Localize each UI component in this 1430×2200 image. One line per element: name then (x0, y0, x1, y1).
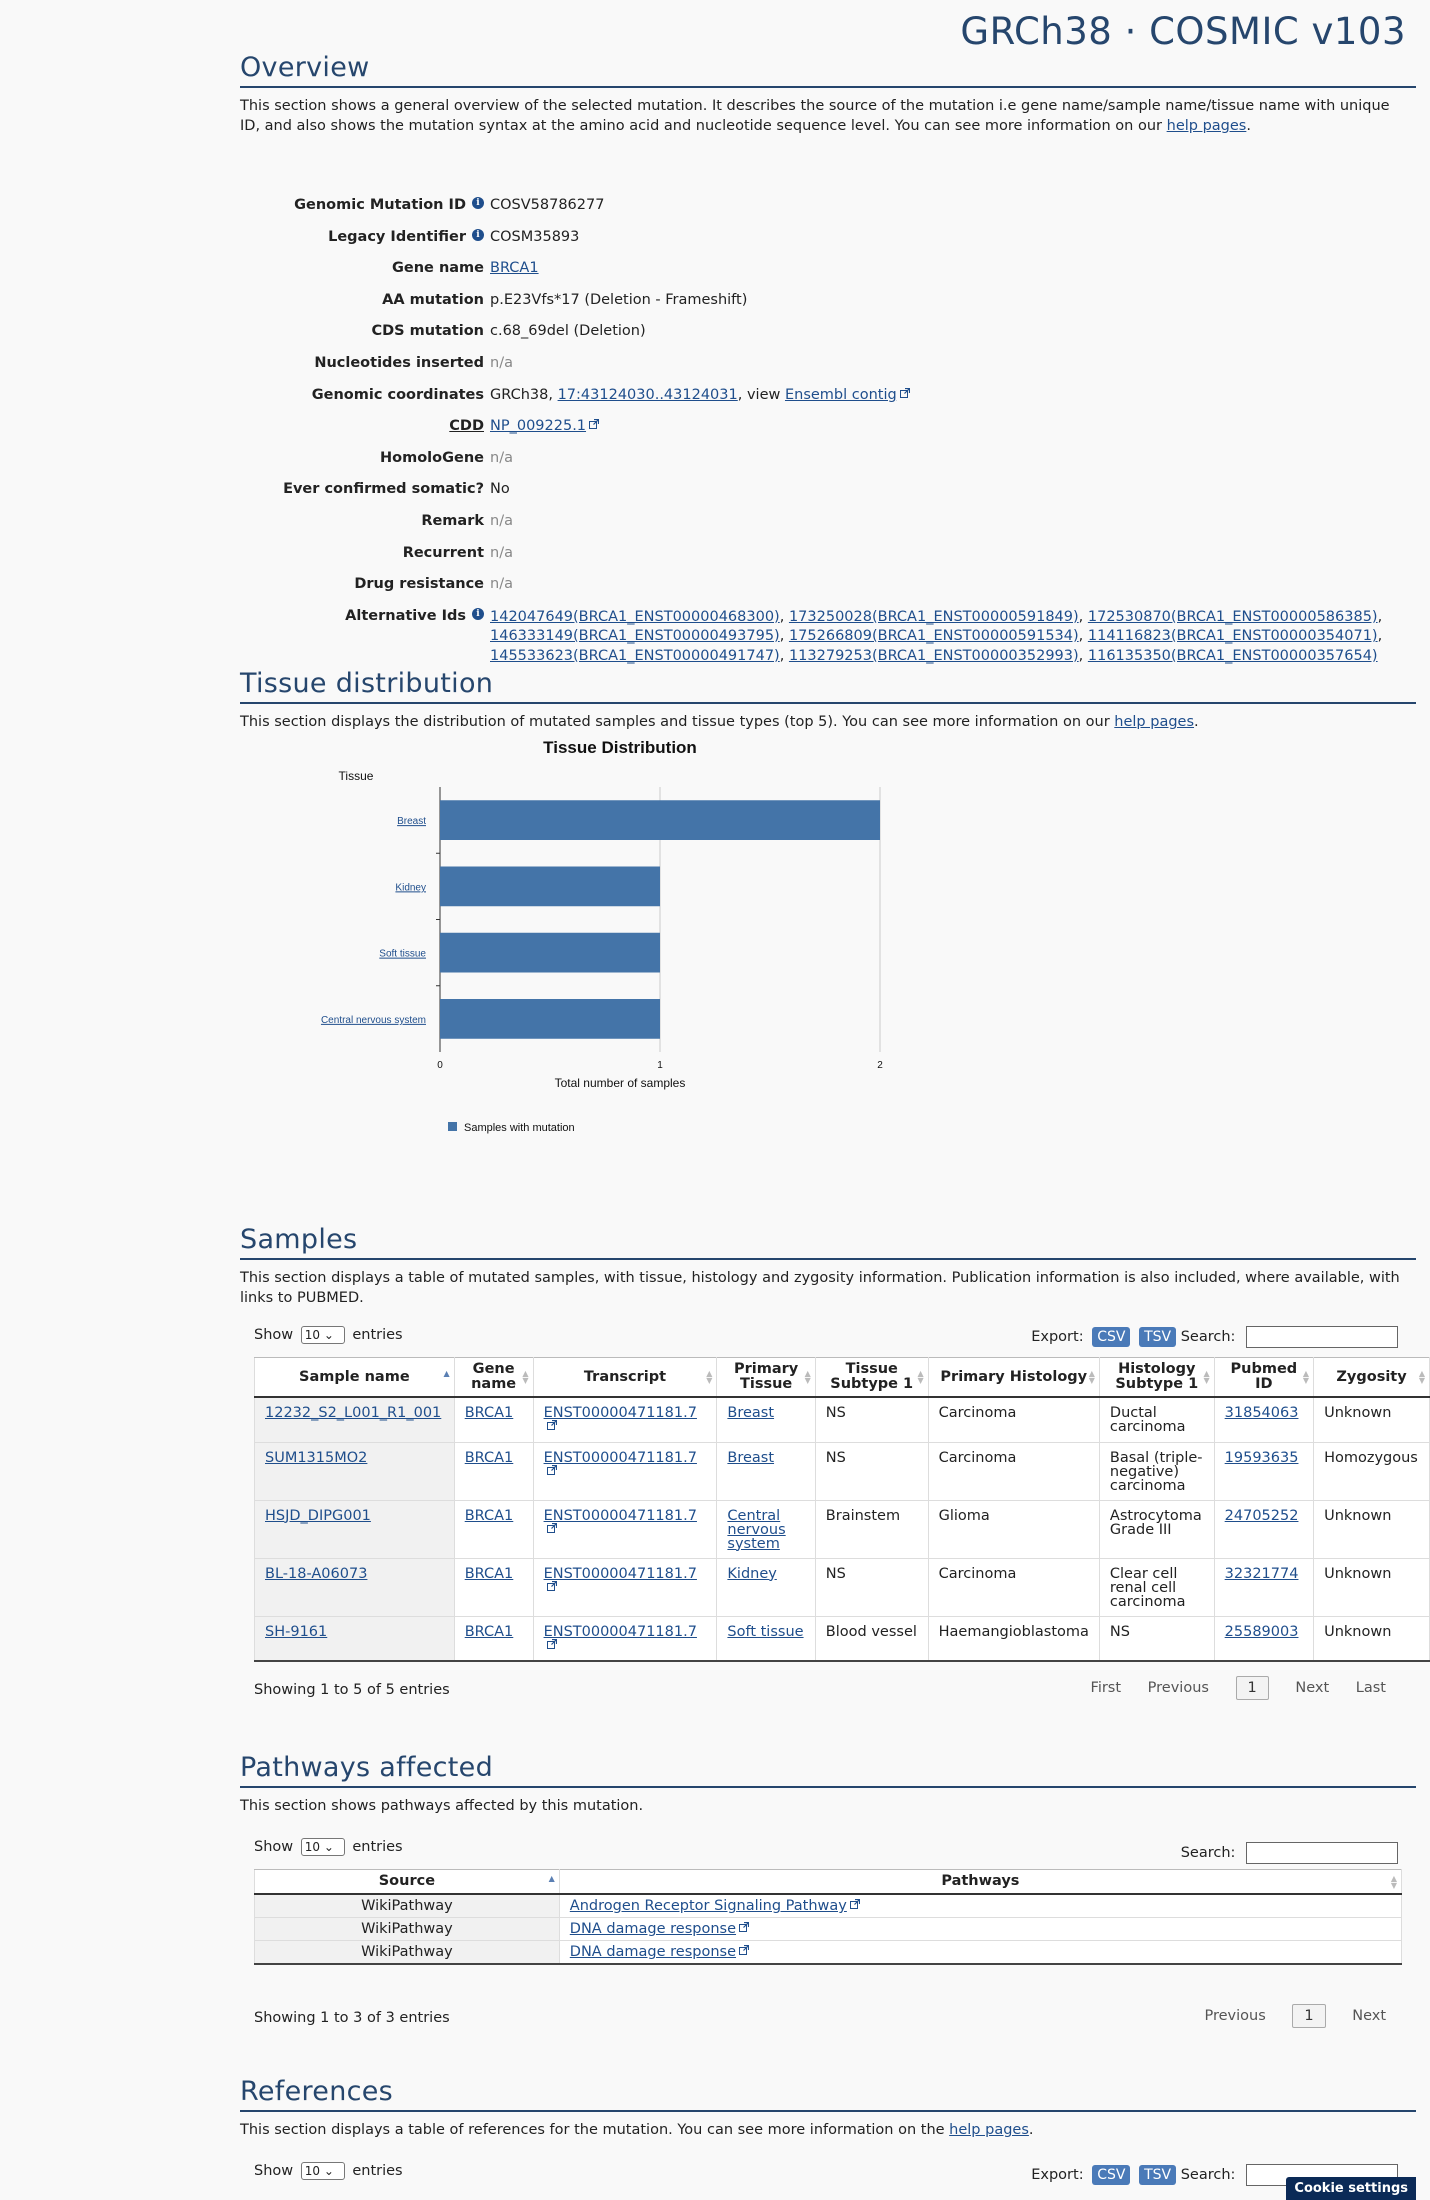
cell-primary-tissue (717, 1397, 815, 1442)
primary-tissue-link[interactable]: Breast (727, 1449, 775, 1466)
genomic-coordinates-link[interactable]: 17:43124030..43124031 (557, 386, 738, 403)
cell-pathway (559, 1918, 1401, 1941)
overview-row (240, 292, 1416, 314)
cell-histology-subtype: Clear cell renal cell carcinoma (1099, 1558, 1214, 1616)
field-value (490, 260, 539, 276)
field-value: n/a (490, 449, 513, 466)
x-tick-label: 2 (877, 1060, 883, 1071)
cell-tissue-subtype: Blood vessel (815, 1616, 928, 1661)
cell-primary-histology: Carcinoma (928, 1397, 1099, 1442)
field-label: Remark (421, 513, 484, 529)
samples-table (254, 1357, 1430, 1662)
cell-pubmed-id (1214, 1442, 1313, 1500)
category-label[interactable]: Central nervous system (320, 1014, 426, 1026)
cell-gene-name (454, 1442, 533, 1500)
transcript-link[interactable]: ENST00000471181.7 (543, 1623, 697, 1640)
references-heading: References (240, 2076, 1416, 2112)
alternative-id-link[interactable]: 116135350(BRCA1_ENST00000357654) (1087, 647, 1378, 664)
cdd-link[interactable]: NP_009225.1 (490, 418, 587, 435)
cell-zygosity: Homozygous (1314, 1442, 1430, 1500)
sample-name-link[interactable]: HSJD_DIPG001 (265, 1507, 371, 1524)
pager-next[interactable]: Next (1352, 2008, 1386, 2024)
field-value: No (490, 481, 510, 498)
overview-row (240, 323, 1416, 345)
cell-zygosity: Unknown (1314, 1558, 1430, 1616)
alternative-id-link[interactable]: 146333149(BRCA1_ENST00000493795) (490, 628, 780, 645)
pathways-intro: This section shows pathways affected by this mutation. (240, 1798, 644, 1814)
overview-row (240, 418, 1416, 440)
cell-transcript (533, 1397, 717, 1442)
column-header-source[interactable]: Source ▲ (255, 1870, 560, 1895)
field-value (490, 418, 599, 434)
overview-row (240, 481, 1416, 503)
field-label: Recurrent (402, 544, 484, 561)
field-value: n/a (490, 544, 513, 561)
gene-name-link[interactable]: BRCA1 (490, 260, 539, 277)
cell-tissue-subtype: Brainstem (815, 1500, 928, 1558)
cell-transcript (533, 1558, 717, 1616)
pathways-pagination (1182, 2004, 1386, 2028)
samples-length-control: Show 10 ⌄ entries (254, 1327, 403, 1343)
pubmed-id-link[interactable]: 32321774 (1224, 1565, 1299, 1582)
gene-name-link[interactable]: BRCA1 (464, 1623, 514, 1640)
alternative-id-link[interactable]: 145533623(BRCA1_ENST00000491747) (490, 647, 780, 664)
references-section (240, 2076, 1416, 2200)
cell-gene-name (454, 1397, 533, 1442)
field-label: Gene name (392, 260, 484, 277)
samples-search-input[interactable] (1246, 1326, 1398, 1348)
tissue-distribution-section (240, 668, 1416, 1208)
overview-section (240, 52, 1416, 664)
pathways-length-control: Show 10 ⌄ entries (254, 1839, 403, 1855)
cell-sample-name (255, 1616, 455, 1661)
pathways-search-input[interactable] (1246, 1842, 1398, 1864)
info-icon[interactable]: i (472, 229, 484, 241)
column-header-histology-subtype[interactable]: Histology Subtype 1 ▲ ▼ (1099, 1358, 1214, 1398)
bar (440, 933, 660, 973)
alternative-id-link[interactable]: 114116823(BRCA1_ENST00000354071) (1087, 628, 1378, 645)
field-label: Nucleotides inserted (314, 355, 484, 371)
y-axis-label: Tissue (338, 769, 374, 783)
column-header-tissue-subtype[interactable]: Tissue Subtype 1 ▲ ▼ (815, 1358, 928, 1398)
tissue-distribution-chart (240, 735, 940, 1195)
info-icon[interactable]: i (472, 197, 484, 209)
overview-row (240, 607, 1416, 664)
cookie-settings-button[interactable]: Cookie settings (1286, 2177, 1416, 2200)
cell-pubmed-id (1214, 1558, 1313, 1616)
column-header-transcript[interactable]: Transcript ▲ ▼ (533, 1358, 717, 1398)
legend-label: Samples with mutation (464, 1122, 575, 1134)
category-label[interactable]: Breast (397, 816, 426, 828)
field-value: n/a (490, 576, 513, 593)
cell-pubmed-id (1214, 1500, 1313, 1558)
field-value: COSM35893 (490, 228, 580, 245)
sort-icon: ▲ ▼ (1302, 1369, 1310, 1385)
sample-name-link[interactable]: 12232_S2_L001_R1_001 (265, 1405, 442, 1421)
gene-name-link[interactable]: BRCA1 (464, 1507, 514, 1524)
field-label: Genomic coordinates (311, 386, 484, 403)
cell-tissue-subtype: NS (815, 1558, 928, 1616)
x-tick-label: 0 (437, 1060, 443, 1071)
gene-name-link[interactable]: BRCA1 (464, 1405, 514, 1421)
table-row (255, 1558, 1430, 1616)
alternative-ids: 142047649(BRCA1_ENST00000468300), 173250028(BRCA1_ENST00000591849), 172530870(BRCA1_ENST00000586385), 146333149(BRCA1_ENST00000493795), 175266809(BRCA1_ENST00000591534), 114116823(BRCA1_ENST00000354071), 145533623(BRCA1_ENST00000491747), 113279253(BRCA1_ENST00000352993), 116135350(BRCA1_ENST00000357654) (490, 608, 1383, 664)
overview-row (240, 450, 1416, 472)
table-row (255, 1397, 1430, 1442)
pubmed-id-link[interactable]: 24705252 (1224, 1507, 1299, 1524)
column-header-primary-tissue[interactable]: Primary Tissue ▲ ▼ (717, 1358, 815, 1398)
gene-name-link[interactable]: BRCA1 (464, 1449, 514, 1466)
cell-gene-name (454, 1500, 533, 1558)
primary-tissue-link[interactable]: Central nervous system (727, 1507, 786, 1552)
pathway-link[interactable]: DNA damage response (569, 1944, 737, 1960)
pager-previous[interactable]: Previous (1147, 1680, 1209, 1696)
pager-previous[interactable]: Previous (1204, 2008, 1266, 2024)
export-tsv-button[interactable]: TSV (1139, 1327, 1176, 1347)
cell-histology-subtype: Ductal carcinoma (1099, 1397, 1214, 1442)
cell-primary-tissue (717, 1442, 815, 1500)
overview-row (240, 355, 1416, 377)
overview-row (240, 260, 1416, 282)
cell-histology-subtype: Basal (triple-negative) carcinoma (1099, 1442, 1214, 1500)
x-axis-label: Total number of samples (554, 1076, 686, 1090)
cell-gene-name (454, 1616, 533, 1661)
chart-title: Tissue Distribution (543, 738, 697, 757)
external-link-icon (547, 1639, 557, 1649)
field-label: Ever confirmed somatic? (283, 481, 484, 498)
alternative-id-link[interactable]: 113279253(BRCA1_ENST00000352993) (788, 647, 1079, 664)
table-row (255, 1500, 1430, 1558)
sort-icon: ▲ ▼ (706, 1369, 713, 1385)
sort-icon: ▲ ▼ (1203, 1369, 1210, 1385)
field-label: Alternative Ids i (345, 608, 484, 624)
pathways-table (254, 1869, 1402, 1965)
cell-pubmed-id (1214, 1616, 1313, 1661)
sort-icon: ▲ ▼ (1418, 1369, 1425, 1385)
field-label: HomoloGene (380, 449, 484, 466)
samples-section (240, 1224, 1425, 1698)
primary-tissue-link[interactable]: Soft tissue (727, 1623, 804, 1640)
field-value: p.E23Vfs*17 (Deletion - Frameshift) (490, 291, 748, 308)
cell-primary-histology: Haemangioblastoma (928, 1616, 1099, 1661)
export-csv-button[interactable]: CSV (1092, 1327, 1130, 1347)
cell-primary-tissue (717, 1558, 815, 1616)
cell-zygosity: Unknown (1314, 1616, 1430, 1661)
tissue-intro: This section displays the distribution of mutated samples and tissue types (top 5). You can see more information on our help pages. (240, 714, 1199, 730)
external-link-icon (589, 419, 599, 429)
overview-row (240, 513, 1416, 535)
cell-tissue-subtype: NS (815, 1442, 928, 1500)
sort-icon: ▲ ▼ (1390, 1873, 1397, 1890)
category-label[interactable]: Soft tissue (379, 948, 426, 960)
external-link-icon (850, 1899, 860, 1909)
references-intro: This section displays a table of references for the mutation. You can see more information on the help pages. (240, 2122, 1034, 2138)
cell-sample-name (255, 1442, 455, 1500)
export-tsv-button[interactable]: TSV (1139, 2165, 1176, 2185)
field-value: n/a (490, 513, 513, 529)
cell-transcript (533, 1442, 717, 1500)
samples-heading: Samples (240, 1224, 1416, 1260)
x-tick-label: 1 (657, 1060, 663, 1071)
field-label: CDD (449, 418, 484, 435)
field-value: GRCh38, 17:43124030..43124031, view Ensembl contig (490, 387, 910, 403)
field-label: AA mutation (382, 291, 484, 308)
sample-name-link[interactable]: SH-9161 (265, 1623, 328, 1640)
external-link-icon (739, 1945, 749, 1955)
info-icon[interactable]: i (472, 608, 484, 620)
category-label[interactable]: Kidney (395, 882, 426, 894)
alternative-id-link[interactable]: 172530870(BRCA1_ENST00000586385) (1087, 608, 1378, 625)
external-link-icon (547, 1523, 557, 1533)
external-link-icon (547, 1581, 557, 1591)
column-header-pathways[interactable]: Pathways ▲ ▼ (559, 1870, 1401, 1895)
cell-gene-name (454, 1558, 533, 1616)
samples-pagination (1069, 1676, 1386, 1700)
cell-primary-histology: Glioma (928, 1500, 1099, 1558)
ensembl-contig-link[interactable]: Ensembl contig (784, 386, 897, 403)
overview-row (240, 545, 1416, 567)
pager-last[interactable]: Last (1355, 1680, 1386, 1696)
export-csv-button[interactable]: CSV (1092, 2165, 1130, 2185)
sort-icon: ▲ ▼ (1088, 1369, 1095, 1385)
table-row (255, 1616, 1430, 1661)
samples-toolbar: Export: CSV TSV Search: (1031, 1326, 1398, 1348)
cell-pubmed-id (1214, 1397, 1313, 1442)
cell-source: WikiPathway (255, 1894, 560, 1918)
field-label: Legacy Identifier i (328, 229, 484, 245)
help-pages-link[interactable]: help pages (949, 2122, 1029, 2138)
bar (440, 999, 660, 1039)
pathways-table-info: Showing 1 to 3 of 3 entries (254, 2010, 450, 2026)
transcript-link[interactable]: ENST00000471181.7 (543, 1565, 697, 1582)
external-link-icon (547, 1465, 557, 1475)
pathways-toolbar: Search: (1181, 1842, 1398, 1864)
pager-first[interactable]: First (1090, 1680, 1122, 1696)
cell-sample-name (255, 1500, 455, 1558)
table-row (255, 1894, 1402, 1918)
transcript-link[interactable]: ENST00000471181.7 (543, 1405, 697, 1421)
pathway-link[interactable]: DNA damage response (569, 1921, 737, 1937)
sample-name-link[interactable]: SUM1315MO2 (265, 1449, 368, 1466)
references-length-control: Show 10 ⌄ entries (254, 2163, 403, 2179)
transcript-link[interactable]: ENST00000471181.7 (543, 1449, 697, 1466)
references-toolbar: Export: CSV TSV Search: (1031, 2164, 1398, 2186)
pathways-entries-select[interactable]: 10 ⌄ (301, 1838, 345, 1856)
samples-intro: This section displays a table of mutated samples, with tissue, histology and zygosity information. Publication information is also included, where available, with links to PUBMED. (240, 1270, 1400, 1306)
tissue-distribution-heading: Tissue distribution (240, 668, 1416, 704)
cell-source: WikiPathway (255, 1918, 560, 1941)
bar (440, 867, 660, 907)
overview-row (240, 576, 1416, 598)
sort-icon: ▲ (548, 1873, 555, 1883)
cell-transcript (533, 1500, 717, 1558)
overview-row (240, 197, 1416, 219)
gene-name-link[interactable]: BRCA1 (464, 1565, 514, 1582)
sort-icon: ▲ ▼ (917, 1369, 924, 1385)
pathway-link[interactable]: Androgen Receptor Signaling Pathway (569, 1898, 847, 1914)
bar (440, 800, 880, 840)
field-value: c.68_69del (Deletion) (490, 323, 646, 340)
table-row (255, 1941, 1402, 1965)
table-row (255, 1442, 1430, 1500)
column-header-gene-name[interactable]: Gene name ▲ ▼ (454, 1358, 533, 1398)
table-row (255, 1918, 1402, 1941)
help-pages-link[interactable]: help pages (1166, 118, 1247, 134)
cell-sample-name (255, 1397, 455, 1442)
column-header-sample-name[interactable]: Sample name ▲ (255, 1358, 455, 1398)
field-label: Drug resistance (354, 576, 484, 593)
field-label: Genomic Mutation ID i (294, 197, 484, 213)
pubmed-id-link[interactable]: 25589003 (1224, 1623, 1299, 1640)
cell-histology-subtype: Astrocytoma Grade III (1099, 1500, 1214, 1558)
field-label: CDS mutation (371, 323, 484, 340)
cell-zygosity: Unknown (1314, 1397, 1430, 1442)
cell-pathway (559, 1941, 1401, 1965)
pager-page-1[interactable]: 1 (1236, 1676, 1269, 1700)
cell-transcript (533, 1616, 717, 1661)
alternative-id-link[interactable]: 173250028(BRCA1_ENST00000591849) (788, 608, 1079, 625)
primary-tissue-link[interactable]: Breast (727, 1405, 775, 1421)
cell-pathway (559, 1894, 1401, 1918)
external-link-icon (547, 1420, 557, 1430)
column-header-zygosity[interactable]: Zygosity ▲ ▼ (1314, 1358, 1430, 1398)
cell-primary-histology: Carcinoma (928, 1442, 1099, 1500)
external-link-icon (900, 388, 910, 398)
alternative-id-link[interactable]: 175266809(BRCA1_ENST00000591534) (788, 628, 1079, 645)
genome-build-title: GRCh38 · COSMIC v103 (960, 10, 1406, 53)
pager-next[interactable]: Next (1295, 1680, 1330, 1696)
references-entries-select[interactable]: 10 ⌄ (301, 2162, 345, 2180)
pubmed-id-link[interactable]: 19593635 (1224, 1449, 1299, 1466)
column-header-pubmed-id[interactable]: Pubmed ID ▲ ▼ (1214, 1358, 1313, 1398)
external-link-icon (739, 1922, 749, 1932)
pathways-heading: Pathways affected (240, 1752, 1416, 1788)
samples-table-info: Showing 1 to 5 of 5 entries (254, 1682, 450, 1698)
pathways-section (240, 1752, 1416, 2052)
cell-histology-subtype: NS (1099, 1616, 1214, 1661)
help-pages-link[interactable]: help pages (1114, 714, 1195, 730)
overview-row (240, 387, 1416, 409)
cell-source: WikiPathway (255, 1941, 560, 1965)
sort-icon: ▲ ▼ (522, 1369, 529, 1385)
sort-icon: ▲ ▼ (804, 1369, 811, 1385)
cell-sample-name (255, 1558, 455, 1616)
column-header-primary-histology[interactable]: Primary Histology ▲ ▼ (928, 1358, 1099, 1398)
sample-name-link[interactable]: BL-18-A06073 (265, 1565, 368, 1582)
cell-primary-tissue (717, 1500, 815, 1558)
cell-tissue-subtype: NS (815, 1397, 928, 1442)
overview-row (240, 229, 1416, 251)
sort-icon: ▲ (443, 1369, 450, 1378)
cell-primary-histology: Carcinoma (928, 1558, 1099, 1616)
transcript-link[interactable]: ENST00000471181.7 (543, 1507, 697, 1524)
cell-zygosity: Unknown (1314, 1500, 1430, 1558)
field-value: n/a (490, 355, 513, 371)
overview-heading: Overview (240, 52, 1416, 88)
legend-swatch (448, 1122, 457, 1131)
overview-intro: This section shows a general overview of the selected mutation. It describes the source of the mutation i.e gene name/sample name/tissue name with unique ID, and also shows the mutation syntax at the amino acid and nucleotide sequence level. You can see more information on our help pages. (240, 98, 1390, 134)
pager-page-1[interactable]: 1 (1292, 2004, 1325, 2028)
primary-tissue-link[interactable]: Kidney (727, 1565, 777, 1582)
pubmed-id-link[interactable]: 31854063 (1224, 1405, 1299, 1421)
cell-primary-tissue (717, 1616, 815, 1661)
field-value: COSV58786277 (490, 197, 605, 213)
alternative-id-link[interactable]: 142047649(BRCA1_ENST00000468300) (490, 608, 780, 625)
samples-entries-select[interactable]: 10 ⌄ (301, 1326, 345, 1344)
